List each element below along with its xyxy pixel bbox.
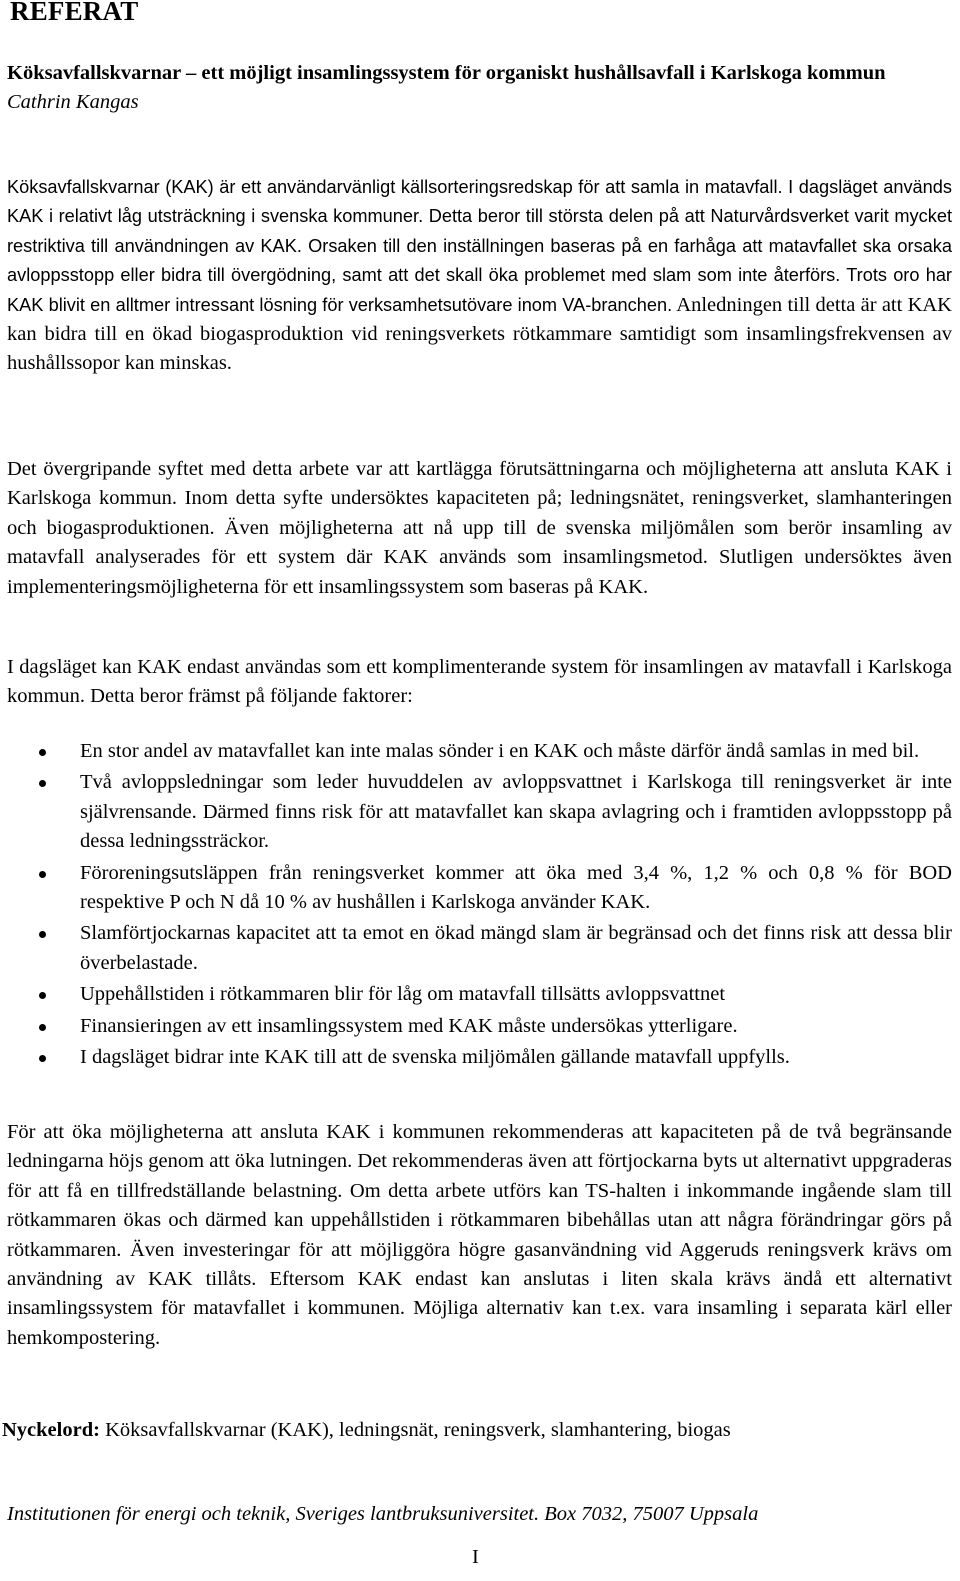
bullet-icon bbox=[39, 749, 46, 756]
list-item-text: Föroreningsutsläppen från reningsverket kommer att öka med 3,4 %, 1,2 % och 0,8 % för BOD respektive P och N då 10 % av hushållen i Karlskoga använder KAK. bbox=[80, 861, 952, 914]
document-title: Köksavfallskvarnar – ett möjligt insamlingssystem för organiskt hushållsavfall i Karlskoga kommun bbox=[7, 62, 886, 84]
list-item-text: I dagsläget bidrar inte KAK till att de svenska miljömålen gällande matavfall uppfylls. bbox=[80, 1046, 790, 1069]
list-item bbox=[0, 859, 952, 918]
title-block bbox=[7, 59, 952, 116]
bullet-icon bbox=[39, 992, 46, 999]
abstract-paragraph-3: I dagsläget kan KAK endast användas som ett komplimenterande system för insamlingen av matavfall i Karlskoga kommun. Detta beror främst på följande faktorer: bbox=[7, 656, 952, 708]
list-item bbox=[0, 1012, 952, 1041]
abstract-paragraph-2: Det övergripande syftet med detta arbete var att kartlägga förutsättningarna och möjligheterna att ansluta KAK i Karlskoga kommun. Inom detta syfte undersöktes kapaciteten på; ledningsnätet, reningsverket, slamhanteringen och biogasproduktionen. Även möjligheterna att nå upp till de svenska miljömålen som berör insamling av matavfall analyserades för ett system där KAK används som insamlingsmetod. Slutligen undersöktes även implementeringsmöjligheterna för ett insamlingssystem som baseras på KAK. bbox=[7, 458, 952, 598]
bullet-icon bbox=[39, 780, 46, 787]
bullet-icon bbox=[39, 1055, 46, 1062]
list-item bbox=[0, 737, 952, 766]
abstract-paragraph-1 bbox=[7, 173, 952, 379]
bullet-icon bbox=[39, 1024, 46, 1031]
author-name: Cathrin Kangas bbox=[7, 90, 139, 113]
bullet-icon bbox=[39, 931, 46, 938]
institution-line: Institutionen för energi och teknik, Sveriges lantbruksuniversitet. Box 7032, 75007 Uppsala bbox=[7, 1503, 759, 1525]
paragraph-1-sans-text: Köksavfallskvarnar (KAK) är ett användarvänligt källsorteringsredskap för att samla in matavfall. I dagsläget används KAK i relativt låg utsträckning i svenska kommuner. Detta beror till största delen på att Naturvårdsverket varit mycket restriktiva till användningen av KAK. Orsaken till den inställningen baseras på en farhåga att matavfallet ska orsaka avloppsstopp eller bidra till övergödning, samt att det skall öka problemet med slam som inte återförs. Trots oro har KAK blivit en alltmer intressant lösning för verksamhetsutövare inom VA-branchen. bbox=[7, 177, 952, 315]
list-item-text: Två avloppsledningar som leder huvuddelen av avloppsvattnet i Karlskoga till reningsverket är inte självrensande. Därmed finns risk för att matavfallet kan skapa avlagring och i framtiden avloppsstopp på dessa ledningssträckor. bbox=[80, 771, 952, 853]
page-heading: REFERAT bbox=[10, 0, 139, 26]
keywords-value: Köksavfallskvarnar (KAK), ledningsnät, reningsverk, slamhantering, biogas bbox=[99, 1419, 731, 1441]
list-item bbox=[0, 1043, 952, 1072]
list-item bbox=[0, 980, 952, 1009]
list-item bbox=[0, 768, 952, 856]
keywords-line bbox=[2, 1416, 952, 1445]
factor-list bbox=[0, 737, 952, 1074]
list-item-text: Finansieringen av ett insamlingssystem med KAK måste undersökas ytterligare. bbox=[80, 1014, 738, 1037]
list-item-text: Uppehållstiden i rötkammaren blir för låg om matavfall tillsätts avloppsvattnet bbox=[80, 983, 726, 1006]
page-number: I bbox=[472, 1546, 479, 1568]
abstract-paragraph-4: För att öka möjligheterna att ansluta KAK i kommunen rekommenderas att kapaciteten på de två begränsande ledningarna höjs genom att öka lutningen. Det rekommenderas även att förtjockarna byts ut alternativt uppgraderas för att få en tillfredställande belastning. Om detta arbete utförs kan TS-halten i inkommande ingående slam till rötkammaren ökas och därmed kan uppehållstiden i rötkammaren bibehållas utan att några förändringar görs på rötkammaren. Även investeringar för att möjliggöra högre gasanvändning vid Aggeruds reningsverk krävs om användning av KAK tillåts. Eftersom KAK endast kan anslutas i liten skala krävs ändå ett alternativt insamlingssystem för matavfallet i kommunen. Möjliga alternativ kan t.ex. vara insamling i separata kärl eller hemkompostering. bbox=[7, 1121, 952, 1349]
list-item-text: En stor andel av matavfallet kan inte malas sönder i en KAK och måste därför ändå samlas in med bil. bbox=[80, 740, 920, 762]
paragraph-1-serif-text: Anledningen till detta är att KAK kan bidra till en ökad biogasproduktion vid reningsverkets rötkammare samtidigt som insamlingsfrekvensen av hushållssopor kan minskas. bbox=[7, 293, 952, 375]
list-item bbox=[0, 919, 952, 978]
bullet-icon bbox=[39, 871, 46, 878]
list-item-text: Slamförtjockarnas kapacitet att ta emot en ökad mängd slam är begränsad och det finns risk att dessa blir överbelastade. bbox=[80, 922, 952, 974]
keywords-label: Nyckelord: bbox=[2, 1419, 100, 1441]
